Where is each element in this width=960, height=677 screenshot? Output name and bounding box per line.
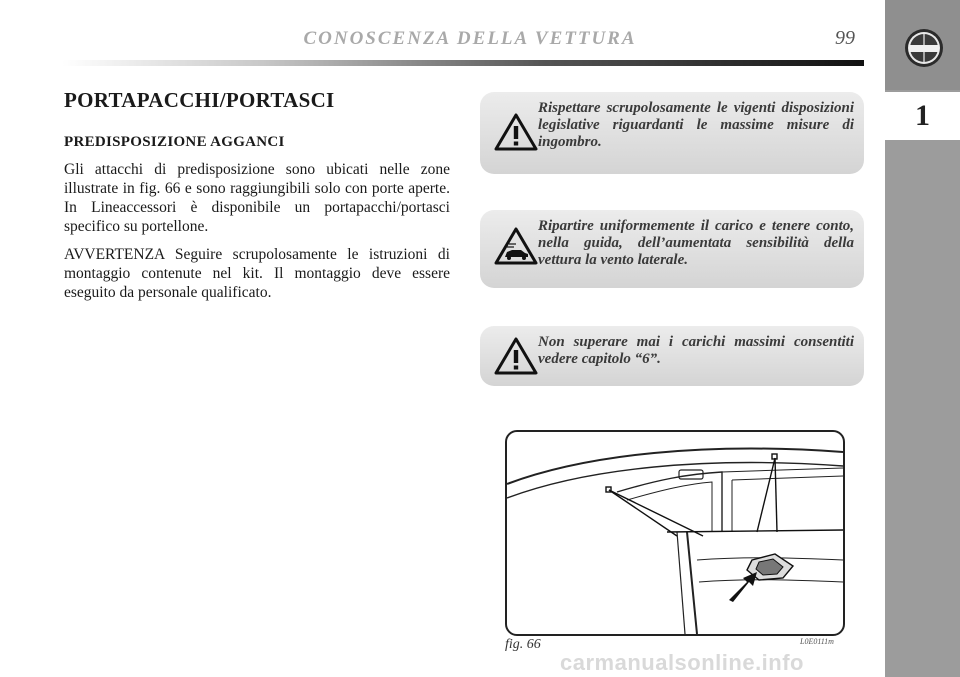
warning-text: Rispettare scrupolosamente le vigenti disposizioni legislative riguardanti le massime misure di ingombro. (538, 100, 854, 150)
warning-text: Non superare mai i carichi massimi consentiti vedere capitolo “6”. (538, 334, 854, 367)
figure-caption: fig. 66 (505, 637, 541, 652)
warning-text: Ripartire uniformemente il carico e tenere conto, nella guida, dell’aumentata sensibilità della vettura la vento laterale. (538, 218, 854, 268)
roof-rack-attachment-figure (505, 430, 845, 636)
running-header-title: CONOSCENZA DELLA VETTURA (303, 28, 637, 49)
figure-code: L0E0111m (800, 637, 834, 646)
body-paragraph: Gli attacchi di predisposizione sono ubicati nelle zone illustrate in fig. 66 e sono raggiungibili solo con porte aperte. In Lineaccessori è disponibile un portapacchi/portasci specifico su portellone. (64, 161, 450, 235)
warning-box (480, 92, 864, 174)
section-title: PORTAPACCHI/PORTASCI (64, 88, 335, 112)
chapter-side-tab (885, 0, 960, 677)
watermark: carmanualsonline.info (560, 650, 804, 675)
warning-note-paragraph: AVVERTENZA Seguire scrupolosamente le istruzioni di montaggio contenute nel kit. Il montaggio deve essere eseguito da personale qualificato. (64, 246, 450, 301)
page-number: 99 (835, 27, 855, 49)
warning-box (480, 326, 864, 386)
warning-box (480, 210, 864, 288)
header-rule (62, 60, 864, 66)
lancia-logo-icon (904, 28, 944, 68)
warning-triangle-icon (494, 112, 538, 152)
car-roof-illustration (507, 432, 843, 634)
subsection-title: PREDISPOSIZIONE AGGANCI (64, 134, 285, 150)
chapter-number: 1 (885, 92, 960, 140)
warning-triangle-icon (494, 336, 538, 376)
car-wind-warning-icon (494, 226, 538, 266)
